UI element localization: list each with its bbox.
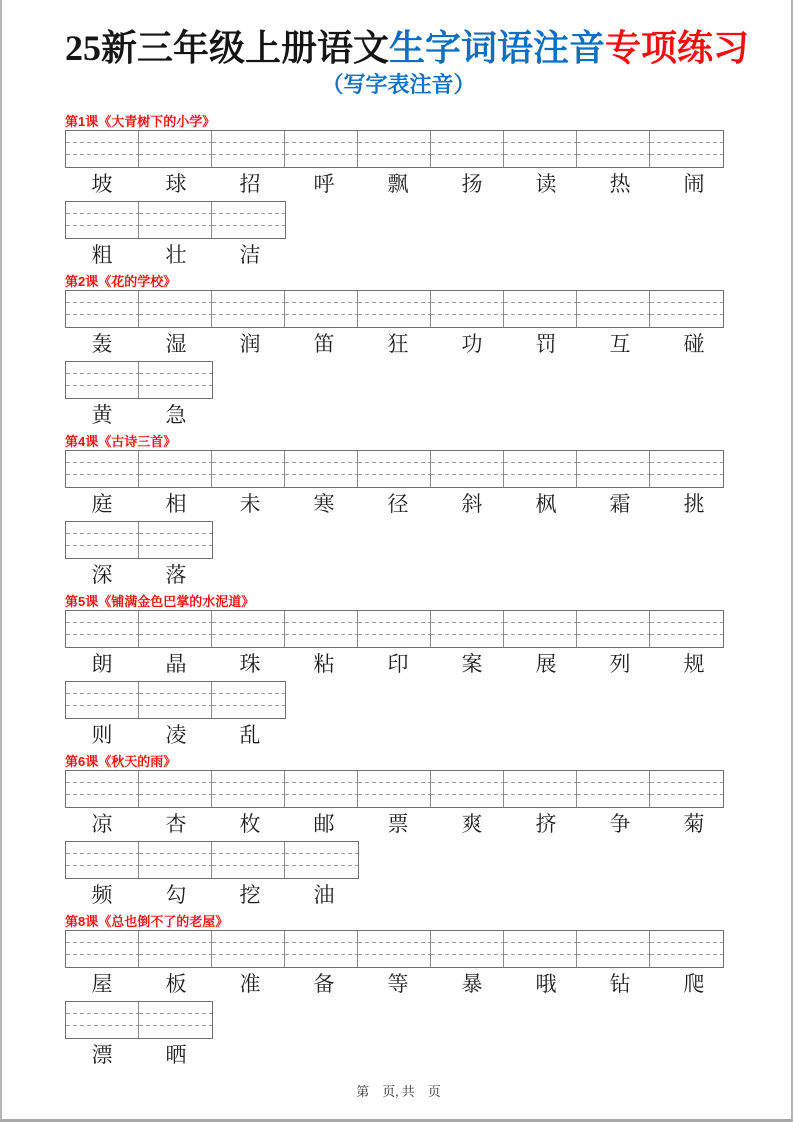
character: 暴 bbox=[461, 972, 483, 996]
character: 笛 bbox=[313, 332, 335, 356]
pinyin-writing-grid bbox=[65, 610, 724, 648]
pinyin-box bbox=[139, 842, 212, 878]
character: 未 bbox=[239, 492, 261, 516]
pinyin-box bbox=[139, 522, 212, 558]
pinyin-box bbox=[66, 522, 139, 558]
pinyin-box bbox=[577, 291, 650, 327]
pinyin-box bbox=[504, 611, 577, 647]
character: 展 bbox=[535, 652, 557, 676]
pinyin-box bbox=[431, 931, 504, 967]
character: 钻 bbox=[609, 972, 631, 996]
pinyin-box bbox=[66, 131, 139, 167]
pinyin-writing-grid bbox=[65, 841, 359, 879]
character-row bbox=[65, 491, 733, 517]
character: 黄 bbox=[91, 403, 113, 427]
character: 枫 bbox=[535, 492, 557, 516]
character-row bbox=[65, 811, 733, 837]
pinyin-box bbox=[358, 291, 431, 327]
character: 规 bbox=[683, 652, 705, 676]
character: 枚 bbox=[239, 812, 261, 836]
character: 漂 bbox=[91, 1043, 113, 1067]
character-row bbox=[65, 722, 733, 748]
character: 凌 bbox=[165, 723, 187, 747]
character: 粘 bbox=[313, 652, 335, 676]
character: 油 bbox=[313, 883, 335, 907]
character-row bbox=[65, 562, 733, 588]
pinyin-box bbox=[139, 682, 212, 718]
lesson-header: 第2课《花的学校》 bbox=[65, 274, 177, 289]
character: 爬 bbox=[683, 972, 705, 996]
character: 乱 bbox=[239, 723, 261, 747]
title-red-part: 专项练习 bbox=[605, 28, 750, 68]
pinyin-writing-grid bbox=[65, 681, 286, 719]
character: 勾 bbox=[165, 883, 187, 907]
lesson-section bbox=[65, 114, 733, 274]
character: 霜 bbox=[609, 492, 631, 516]
pinyin-box bbox=[212, 131, 285, 167]
character: 洁 bbox=[239, 243, 261, 267]
pinyin-box bbox=[650, 931, 723, 967]
character: 珠 bbox=[239, 652, 261, 676]
character: 爽 bbox=[461, 812, 483, 836]
character: 相 bbox=[165, 492, 187, 516]
lesson-header: 第8课《总也倒不了的老屋》 bbox=[65, 914, 229, 929]
character: 急 bbox=[165, 403, 187, 427]
pinyin-box bbox=[358, 931, 431, 967]
pinyin-box bbox=[66, 362, 139, 398]
pinyin-writing-grid bbox=[65, 130, 724, 168]
pinyin-box bbox=[285, 771, 358, 807]
pinyin-box bbox=[139, 1002, 212, 1038]
pinyin-box bbox=[285, 131, 358, 167]
character: 印 bbox=[387, 652, 409, 676]
pinyin-box bbox=[139, 291, 212, 327]
pinyin-box bbox=[504, 291, 577, 327]
pinyin-box bbox=[66, 451, 139, 487]
pinyin-box bbox=[358, 771, 431, 807]
character: 碰 bbox=[683, 332, 705, 356]
pinyin-box bbox=[66, 202, 139, 238]
character: 争 bbox=[609, 812, 631, 836]
pinyin-box bbox=[66, 611, 139, 647]
sections bbox=[65, 114, 733, 1074]
character: 哦 bbox=[535, 972, 557, 996]
page-subtitle: （写字表注音） bbox=[321, 72, 476, 97]
pinyin-box bbox=[66, 931, 139, 967]
lesson-section bbox=[65, 754, 733, 914]
pinyin-box bbox=[504, 931, 577, 967]
character: 狂 bbox=[387, 332, 409, 356]
pinyin-box bbox=[212, 611, 285, 647]
pinyin-box bbox=[650, 451, 723, 487]
character-row bbox=[65, 971, 733, 997]
lesson-section bbox=[65, 594, 733, 754]
pinyin-writing-grid bbox=[65, 201, 286, 239]
pinyin-box bbox=[285, 931, 358, 967]
pinyin-box bbox=[285, 451, 358, 487]
page-footer: 第 页, 共 页 bbox=[356, 1084, 441, 1099]
character: 案 bbox=[461, 652, 483, 676]
pinyin-box bbox=[139, 131, 212, 167]
character: 邮 bbox=[313, 812, 335, 836]
lesson-header: 第4课《古诗三首》 bbox=[65, 434, 177, 449]
character: 列 bbox=[609, 652, 631, 676]
character: 则 bbox=[91, 723, 113, 747]
character: 径 bbox=[387, 492, 409, 516]
pinyin-writing-grid bbox=[65, 930, 724, 968]
pinyin-box bbox=[650, 611, 723, 647]
pinyin-box bbox=[139, 611, 212, 647]
pinyin-box bbox=[358, 611, 431, 647]
pinyin-box bbox=[285, 611, 358, 647]
pinyin-writing-grid bbox=[65, 450, 724, 488]
pinyin-box bbox=[212, 771, 285, 807]
character: 读 bbox=[535, 172, 557, 196]
pinyin-box bbox=[650, 771, 723, 807]
pinyin-box bbox=[139, 362, 212, 398]
pinyin-box bbox=[212, 931, 285, 967]
lesson-section bbox=[65, 274, 733, 434]
pinyin-box bbox=[577, 131, 650, 167]
character-row bbox=[65, 242, 733, 268]
character: 深 bbox=[91, 563, 113, 587]
character: 坡 bbox=[91, 172, 113, 196]
lesson-header: 第1课《大青树下的小学》 bbox=[65, 114, 216, 129]
character-row bbox=[65, 402, 733, 428]
pinyin-box bbox=[504, 131, 577, 167]
pinyin-box bbox=[577, 451, 650, 487]
character: 轰 bbox=[91, 332, 113, 356]
pinyin-box bbox=[139, 931, 212, 967]
page-content bbox=[2, 0, 750, 1100]
character: 频 bbox=[91, 883, 113, 907]
pinyin-box bbox=[212, 451, 285, 487]
character: 互 bbox=[609, 332, 631, 356]
character: 挑 bbox=[683, 492, 705, 516]
pinyin-box bbox=[504, 451, 577, 487]
character: 杏 bbox=[165, 812, 187, 836]
character: 板 bbox=[165, 972, 187, 996]
character: 准 bbox=[239, 972, 261, 996]
pinyin-writing-grid bbox=[65, 1001, 213, 1039]
pinyin-box bbox=[577, 771, 650, 807]
lesson-header: 第6课《秋天的雨》 bbox=[65, 754, 177, 769]
pinyin-writing-grid bbox=[65, 290, 724, 328]
character: 屋 bbox=[91, 972, 113, 996]
pinyin-box bbox=[431, 451, 504, 487]
pinyin-box bbox=[504, 771, 577, 807]
character: 朗 bbox=[91, 652, 113, 676]
pinyin-box bbox=[212, 291, 285, 327]
title-black-part: 25新三年级上册语文 bbox=[65, 28, 390, 68]
pinyin-box bbox=[431, 771, 504, 807]
pinyin-box bbox=[431, 291, 504, 327]
character: 呼 bbox=[313, 172, 335, 196]
title-blue-part: 生字词语注音 bbox=[389, 28, 606, 68]
character: 凉 bbox=[91, 812, 113, 836]
character: 挤 bbox=[535, 812, 557, 836]
character: 润 bbox=[239, 332, 261, 356]
pinyin-box bbox=[66, 682, 139, 718]
character: 闹 bbox=[683, 172, 705, 196]
pinyin-box bbox=[139, 451, 212, 487]
pinyin-box bbox=[577, 611, 650, 647]
character-row bbox=[65, 882, 733, 908]
pinyin-box bbox=[139, 771, 212, 807]
lesson-header: 第5课《铺满金色巴掌的水泥道》 bbox=[65, 594, 255, 609]
pinyin-writing-grid bbox=[65, 770, 724, 808]
pinyin-box bbox=[66, 1002, 139, 1038]
pinyin-box bbox=[285, 842, 358, 878]
character: 热 bbox=[609, 172, 631, 196]
pinyin-writing-grid bbox=[65, 361, 213, 399]
pinyin-writing-grid bbox=[65, 521, 213, 559]
pinyin-box bbox=[650, 131, 723, 167]
character: 飘 bbox=[387, 172, 409, 196]
character: 粗 bbox=[91, 243, 113, 267]
character-row bbox=[65, 651, 733, 677]
character: 湿 bbox=[165, 332, 187, 356]
character: 晶 bbox=[165, 652, 187, 676]
character: 票 bbox=[387, 812, 409, 836]
character: 寒 bbox=[313, 492, 335, 516]
lesson-section bbox=[65, 914, 733, 1074]
character: 等 bbox=[387, 972, 409, 996]
page-title bbox=[65, 26, 750, 70]
character: 备 bbox=[313, 972, 335, 996]
pinyin-box bbox=[358, 451, 431, 487]
character: 招 bbox=[239, 172, 261, 196]
character: 球 bbox=[165, 172, 187, 196]
character: 菊 bbox=[683, 812, 705, 836]
character: 落 bbox=[165, 563, 187, 587]
character: 挖 bbox=[239, 883, 261, 907]
character: 斜 bbox=[461, 492, 483, 516]
pinyin-box bbox=[66, 291, 139, 327]
pinyin-box bbox=[66, 842, 139, 878]
pinyin-box bbox=[650, 291, 723, 327]
pinyin-box bbox=[212, 202, 285, 238]
character: 晒 bbox=[165, 1043, 187, 1067]
pinyin-box bbox=[139, 202, 212, 238]
character-row bbox=[65, 1042, 733, 1068]
pinyin-box bbox=[358, 131, 431, 167]
character: 壮 bbox=[165, 243, 187, 267]
character-row bbox=[65, 171, 733, 197]
pinyin-box bbox=[431, 611, 504, 647]
pinyin-box bbox=[66, 771, 139, 807]
lesson-section bbox=[65, 434, 733, 594]
character: 扬 bbox=[461, 172, 483, 196]
pinyin-box bbox=[212, 842, 285, 878]
character: 功 bbox=[461, 332, 483, 356]
character-row bbox=[65, 331, 733, 357]
character: 庭 bbox=[91, 492, 113, 516]
pinyin-box bbox=[431, 131, 504, 167]
character: 罚 bbox=[535, 332, 557, 356]
pinyin-box bbox=[285, 291, 358, 327]
pinyin-box bbox=[577, 931, 650, 967]
pinyin-box bbox=[212, 682, 285, 718]
